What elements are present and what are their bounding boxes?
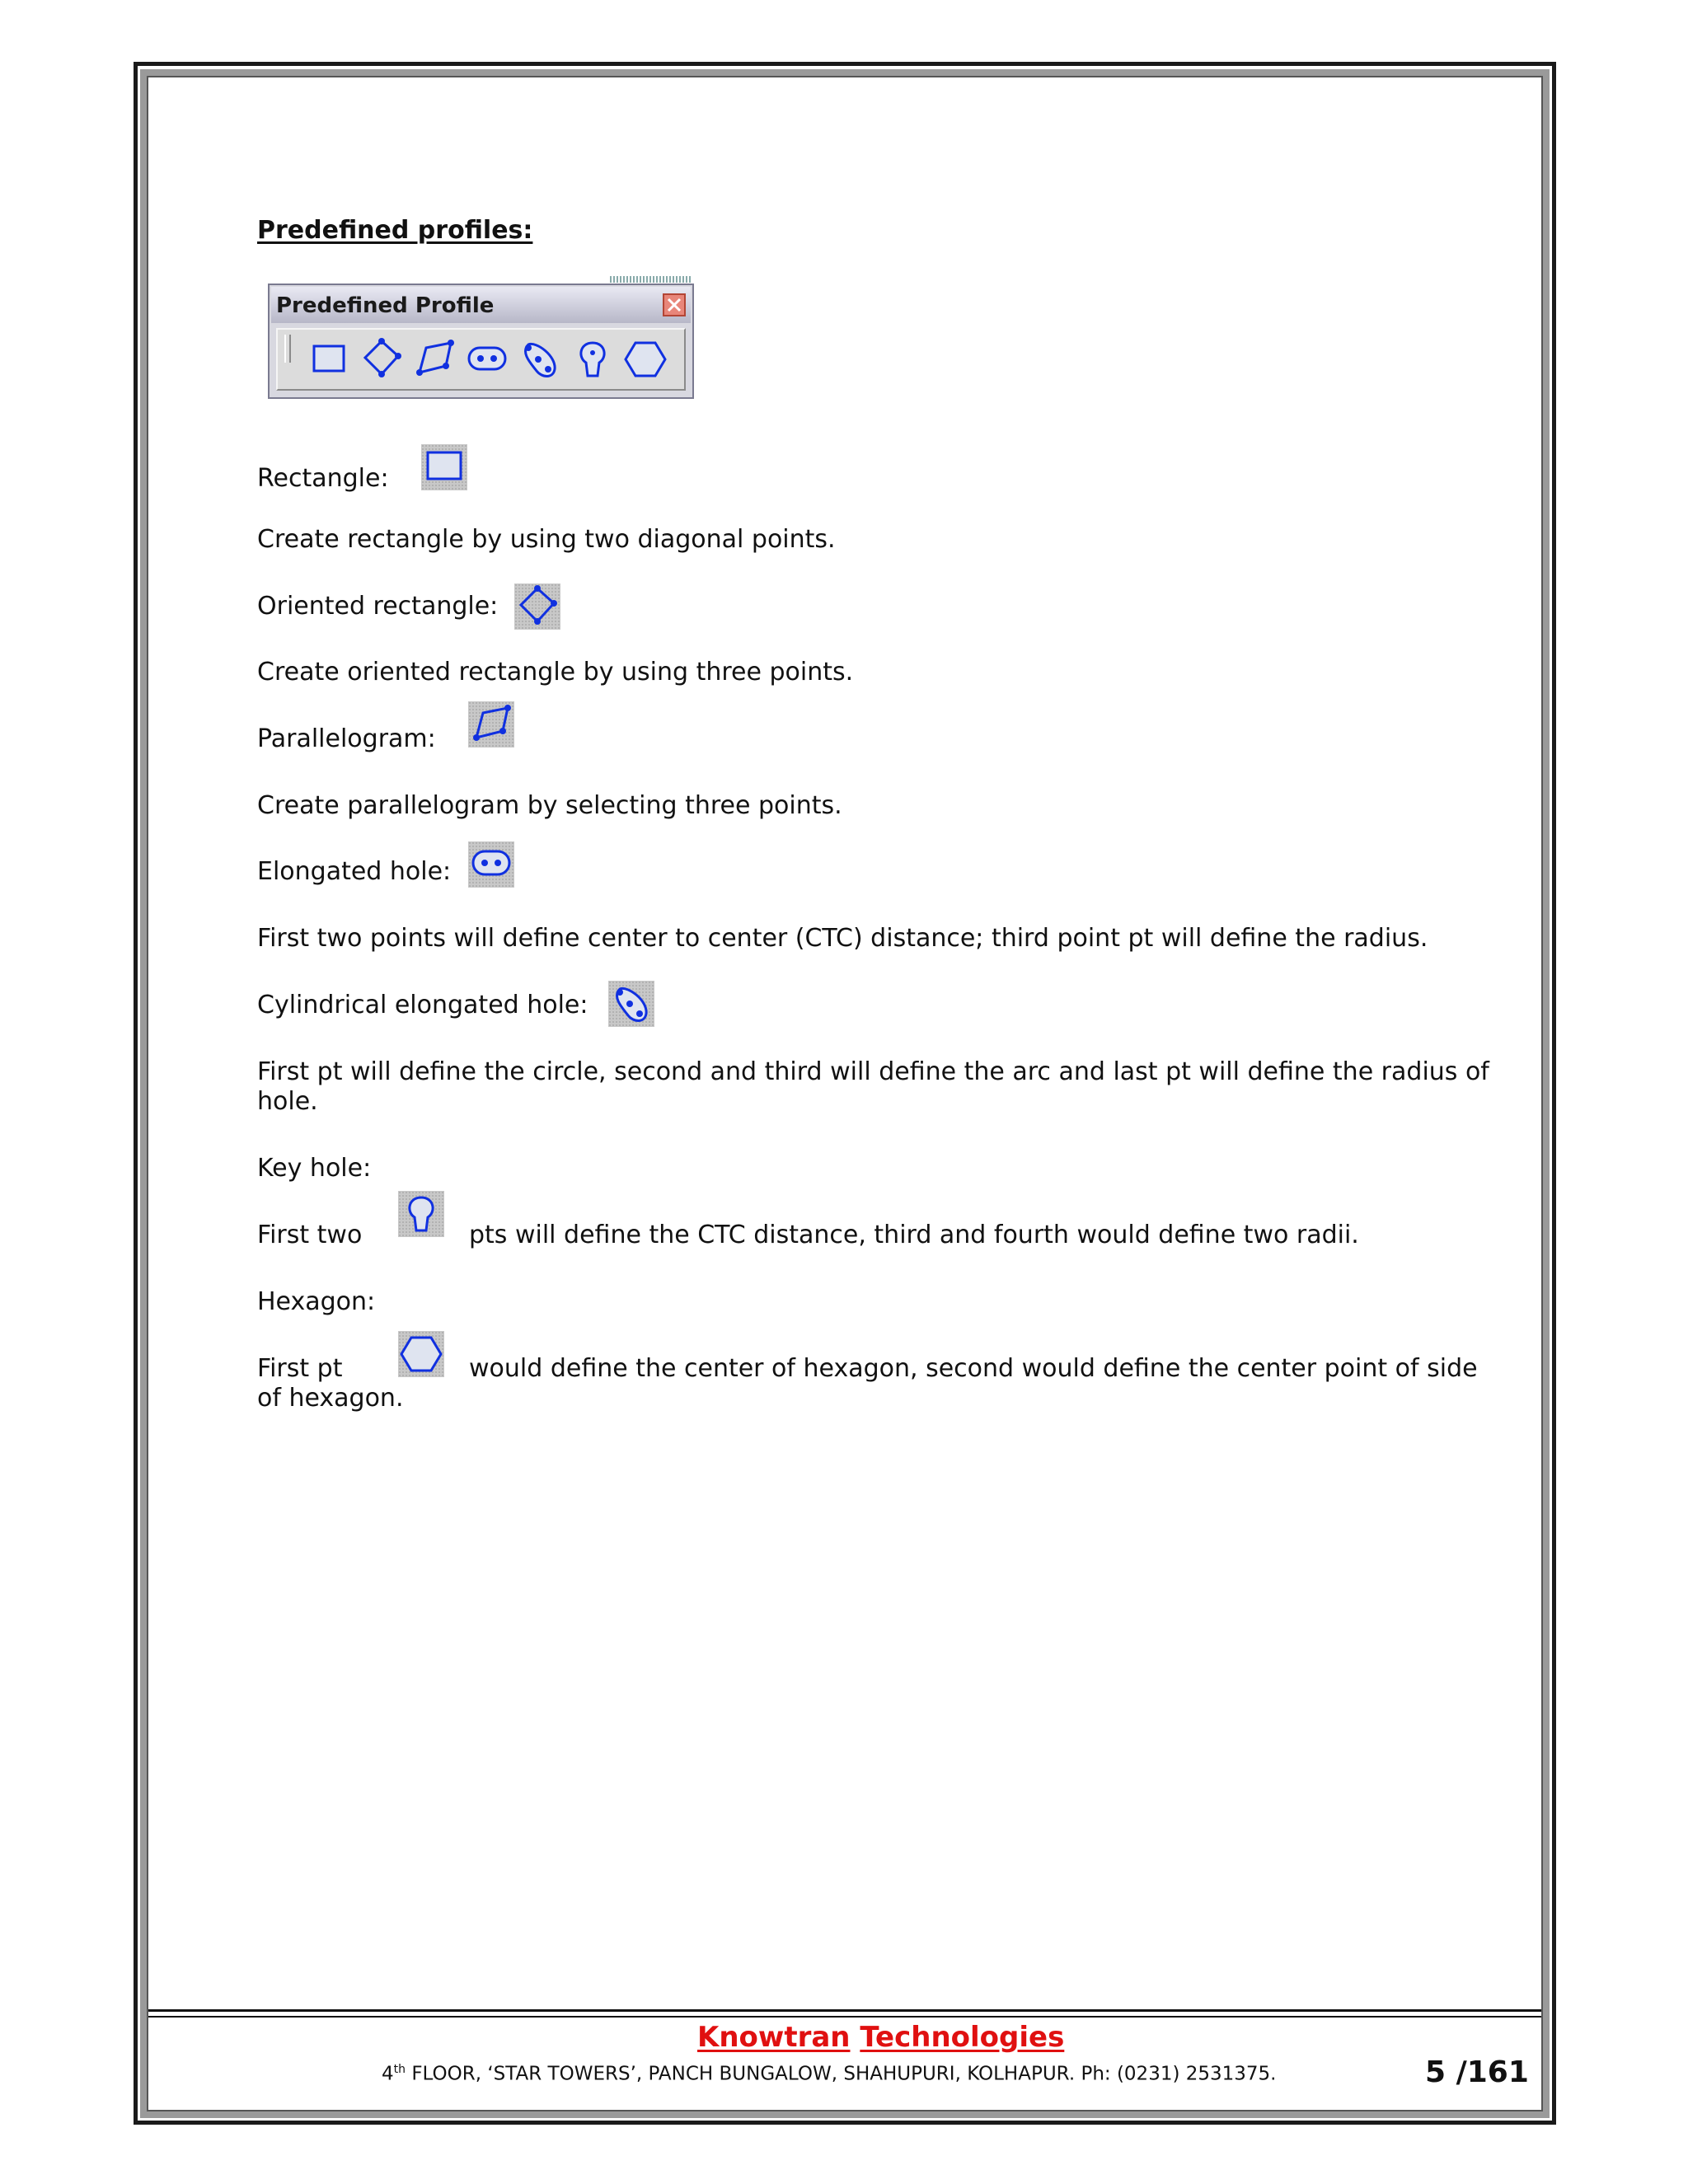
oriented-rectangle-label: Oriented rectangle:	[257, 592, 499, 621]
rectangle-label: Rectangle:	[257, 464, 389, 493]
keyhole-icon	[398, 1191, 444, 1237]
oriented-rectangle-icon	[514, 583, 560, 630]
hexagon-label: Hexagon:	[257, 1287, 376, 1316]
elongated-hole-label: Elongated hole:	[257, 857, 452, 886]
company-name	[697, 2021, 1064, 2054]
close-icon[interactable]	[663, 293, 686, 316]
section-heading: Predefined profiles:	[257, 216, 533, 245]
address-floor-suffix: th	[393, 2063, 406, 2076]
company-name-part2: Technologies	[860, 2021, 1065, 2054]
keyhole-icon[interactable]	[570, 336, 616, 382]
hexagon-description-end: would define the center of hexagon, second would define the center point of side	[469, 1354, 1478, 1383]
hexagon-icon	[398, 1331, 444, 1377]
oriented-rectangle-description: Create oriented rectangle by using three points.	[257, 658, 854, 687]
address-text: FLOOR, ‘STAR TOWERS’, PANCH BUNGALOW, SHAHUPURI, KOLHAPUR. Ph: (0231) 2531375.	[406, 2063, 1277, 2085]
elongated-hole-icon[interactable]	[464, 336, 510, 382]
parallelogram-icon[interactable]	[411, 336, 457, 382]
toolbar-body	[276, 328, 686, 391]
rectangle-description: Create rectangle by using two diagonal points.	[257, 525, 836, 554]
key-hole-description-end: pts will define the CTC distance, third and fourth would define two radii.	[469, 1221, 1359, 1249]
cylindrical-elongated-hole-label: Cylindrical elongated hole:	[257, 991, 588, 1019]
parallelogram-description: Create parallelogram by selecting three points.	[257, 791, 842, 820]
parallelogram-label: Parallelogram:	[257, 724, 436, 753]
elongated-hole-description: First two points will define center to center (CTC) distance; third point pt will define the radius.	[257, 924, 1428, 953]
predefined-profile-toolbar[interactable]	[268, 284, 694, 399]
rectangle-icon	[421, 444, 467, 490]
parallelogram-icon	[468, 701, 514, 748]
address-floor-number: 4	[382, 2063, 394, 2085]
hexagon-description-start: First pt	[257, 1354, 343, 1383]
toolbar-title: Predefined Profile	[276, 293, 495, 318]
cylindrical-elongated-hole-icon	[608, 981, 654, 1027]
hexagon-description-cont: of hexagon.	[257, 1384, 404, 1413]
toolbar-title-bar[interactable]	[271, 287, 691, 323]
toolbar-grip[interactable]	[284, 335, 291, 363]
cylindrical-elongated-hole-description: First pt will define the circle, second and third will define the arc and last pt will define the radius of hole.	[257, 1057, 1489, 1116]
footer-rule-thick	[148, 2009, 1541, 2012]
key-hole-label: Key hole:	[257, 1154, 372, 1183]
page-number: 5 /161	[1425, 2055, 1529, 2089]
footer-address	[382, 2063, 1277, 2085]
toolbar-grab-texture	[610, 276, 692, 283]
elongated-hole-icon	[468, 841, 514, 888]
footer-rule-thin	[148, 2016, 1541, 2018]
rectangle-icon[interactable]	[306, 336, 352, 382]
oriented-rectangle-icon[interactable]	[359, 336, 405, 382]
cylindrical-elongated-hole-icon[interactable]	[517, 336, 563, 382]
hexagon-icon[interactable]	[622, 336, 668, 382]
company-name-part1: Knowtran	[697, 2021, 851, 2054]
key-hole-description-start: First two	[257, 1221, 363, 1249]
